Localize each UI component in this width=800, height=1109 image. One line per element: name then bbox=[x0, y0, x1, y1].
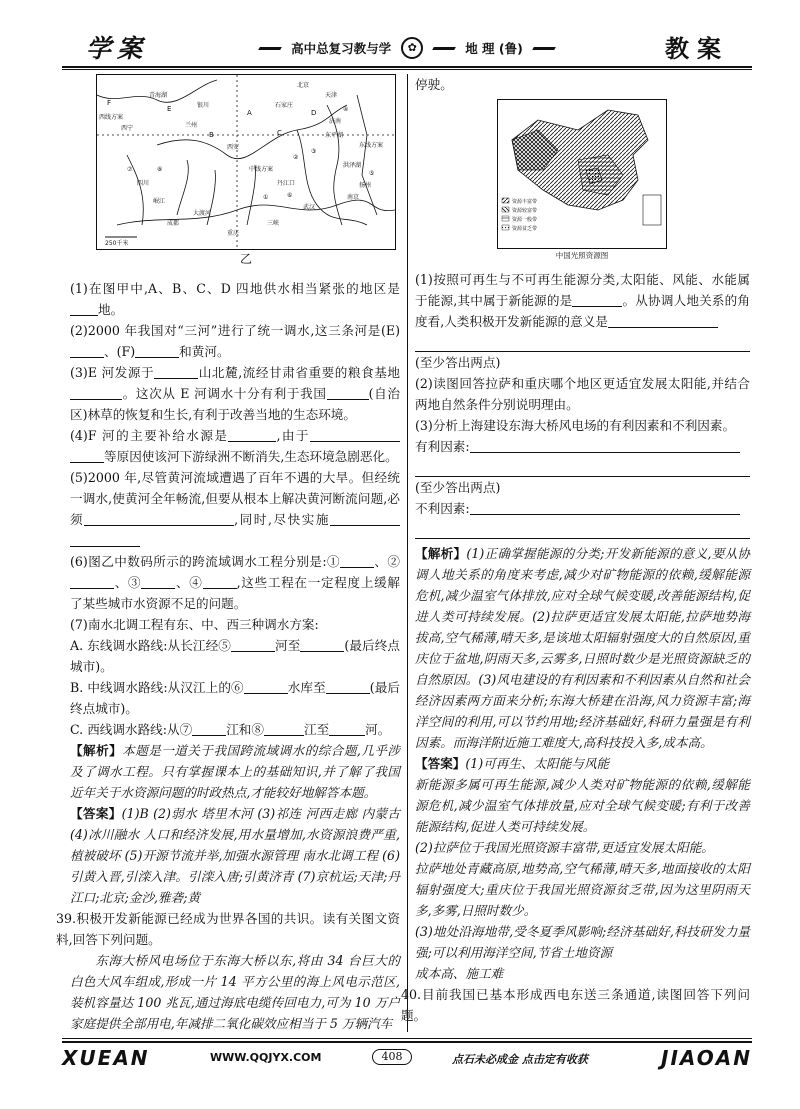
blank bbox=[70, 343, 104, 358]
right-a2: (2)拉萨位于我国光照资源丰富带,更适宜发展太阳能。 bbox=[415, 840, 714, 855]
page-footer bbox=[62, 1038, 752, 1078]
map-letter-e: E bbox=[167, 105, 172, 113]
header-subject: 地 理 (鲁) bbox=[465, 41, 523, 56]
page-number: 408 bbox=[372, 1049, 412, 1065]
map-place-sichuan: 四川 bbox=[137, 180, 150, 187]
header-right-title: 教案 bbox=[665, 35, 729, 63]
left-q1: (1)在图甲中,A、B、C、D 四地供水相当紧张的地区是地。 bbox=[70, 281, 400, 317]
left-q7a: A. 东线调水路线:从长江经⑤ 河至 (最后终点城市)。 bbox=[70, 638, 400, 674]
map-place-minjiang: 岷江 bbox=[153, 198, 166, 205]
question-39-text: 东海大桥风电场位于东海大桥以东,将由 34 台巨大的白色大风车组成,形成一片 14 平方公里的海上风电示范区,装机容量达 100 兆瓦,通过海底电缆传回电力,可为 10 万户家庭提供全部用电,年减排二氧化碳效应相当于 5 万辆汽车 bbox=[70, 953, 400, 1031]
right-a3b: 成本高、施工难 bbox=[415, 966, 504, 981]
blank bbox=[192, 721, 226, 736]
map-place-yinchuan: 银川 bbox=[197, 102, 210, 109]
right-q2: (2)读图回答拉萨和重庆哪个地区更适宜发展太阳能,并结合两地自然条件分别说明理由。 bbox=[415, 376, 750, 412]
map-letter-a: A bbox=[247, 109, 252, 117]
blank bbox=[264, 721, 304, 736]
blank bbox=[327, 385, 369, 400]
blank bbox=[70, 532, 140, 547]
map-place-beijing: 北京 bbox=[297, 82, 310, 89]
map-label-east-route: 东线方案 bbox=[359, 142, 384, 149]
blank bbox=[84, 511, 234, 526]
map-place-tianjin: 天津 bbox=[325, 92, 338, 99]
blank bbox=[608, 313, 718, 328]
left-q5: (5)2000 年,尽管黄河流域遭遇了百年不遇的大旱。但经统一调水,使黄河全年畅流,但要从根本上解决黄河断流问题,必须 ,同时,尽快实施 bbox=[70, 467, 400, 551]
map-place-jinan: 济南 bbox=[329, 118, 342, 125]
map-place-qinghaihu: 青海湖 bbox=[149, 92, 168, 99]
china-legend-fairly-rich: 资源较富带 bbox=[512, 208, 538, 214]
map-num-2: ② bbox=[293, 154, 299, 161]
map-letter-b: B bbox=[209, 131, 214, 139]
map-yi bbox=[96, 74, 396, 250]
blank bbox=[203, 574, 237, 589]
blank bbox=[231, 637, 275, 652]
header-series-title: 高中总复习教与学 bbox=[291, 41, 392, 56]
blank bbox=[70, 301, 98, 316]
left-daan: 【答案】(1)B (2)弱水 塔里木河 (3)祁连 河西走廊 内蒙古 (4)冰川融水 人口和经济发展,用水量增加,水资源浪费严重,植被破坏 (5)开源节流并举,加强水源管理 南水北调工程 (6)引黄入晋,引滦入津。引滦入唐;引黄济青 (7)京杭运;天津;丹江口;北京;金沙,雅砻;黄 bbox=[70, 806, 401, 905]
footer-slogan: 点石未必成金 点击定有收获 bbox=[452, 1053, 588, 1066]
map-label-middle-route: 中线方案 bbox=[249, 166, 274, 173]
blank bbox=[329, 721, 365, 736]
header-left-title: 学案 bbox=[85, 34, 148, 63]
right-a3: (3)地处沿海地带,受冬夏季风影响;经济基础好,科技研发力量强;可以利用海洋空间,节省土地资源 bbox=[415, 924, 750, 960]
map-place-danjiangkou: 丹江口 bbox=[277, 180, 296, 187]
left-column bbox=[56, 74, 401, 1034]
china-legend-normal: 资源一般带 bbox=[512, 217, 538, 223]
right-q1: (1)按照可再生与不可再生能源分类,太阳能、风能、水能属于能源,其中属于新能源的是 。从协调人地关系的角度看,人类积极开发新能源的意义是 bbox=[415, 272, 751, 329]
blank bbox=[326, 679, 370, 694]
blank bbox=[470, 500, 740, 515]
page-header bbox=[62, 28, 752, 70]
question-40: 40.目前我国已基本形成西电东送三条通道,读图回答下列问题。 bbox=[401, 987, 750, 1023]
china-legend-rich: 资源丰富带 bbox=[512, 199, 538, 205]
map-num-7: ⑦ bbox=[127, 166, 133, 173]
map-place-dongpinghu: 东平湖 bbox=[325, 132, 344, 139]
blank bbox=[330, 511, 400, 526]
map-num-6: ⑥ bbox=[287, 192, 293, 199]
china-map-drawing bbox=[498, 100, 666, 248]
footer-right: JIAOAN bbox=[661, 1046, 752, 1070]
left-q7b: B. 中线调水路线:从汉江上的⑥ 水库至 (最后终点城市)。 bbox=[70, 680, 400, 716]
right-column bbox=[401, 74, 751, 1026]
blank bbox=[310, 427, 400, 442]
blank bbox=[135, 343, 179, 358]
left-q2: (2)2000 年我国对“三河”进行了统一调水,这三条河是(E)、(F) 和黄河。 bbox=[70, 323, 400, 359]
right-note2: (至少答出两点) bbox=[415, 480, 501, 495]
map-place-xian: 西安 bbox=[227, 144, 240, 151]
blank bbox=[70, 574, 114, 589]
column-divider bbox=[407, 74, 408, 1032]
blank bbox=[154, 364, 198, 379]
right-daan: 【答案】(1)可再生、太阳能与风能 bbox=[415, 756, 610, 771]
right-a2b: 拉萨地处青藏高原,地势高,空气稀薄,晴天多,地面接收的太阳辐射强度大;重庆位于我国光照资源贫乏带,因为这里阴雨天多,多雾,日照时数少。 bbox=[415, 861, 750, 918]
footer-left: XUEAN bbox=[62, 1046, 150, 1070]
header-center bbox=[180, 38, 634, 58]
answer-line bbox=[415, 334, 750, 352]
china-solar-map bbox=[497, 99, 667, 249]
blank bbox=[228, 427, 276, 442]
map-num-4: ④ bbox=[343, 106, 349, 113]
map-place-wuhan: 武汉 bbox=[303, 204, 316, 211]
right-a1b: 新能源多属可再生能源,减少人类对矿物能源的依赖,缓解能源危机,减少温室气体排放量,应对全球气候变暖;有利于改善能源结构,促进人类可持续发展。 bbox=[415, 777, 750, 834]
question-39: 39.积极开发新能源已经成为世界各国的共识。读有关图文资料,回答下列问题。 bbox=[56, 911, 400, 947]
answer-line bbox=[415, 521, 750, 539]
blank bbox=[70, 448, 104, 463]
footer-url[interactable]: WWW.QQJYX.COM bbox=[210, 1051, 322, 1064]
china-map-caption: 中国光照资源图 bbox=[555, 251, 609, 260]
map-letter-c: C bbox=[277, 129, 282, 137]
blank bbox=[70, 385, 122, 400]
left-jiexi: 【解析】本题是一道关于我国跨流域调水的综合题,几乎涉及了调水工程。只有掌握课本上的基础知识,并了解了我国近年关于水资源问题的时政热点,才能较好地解答本题。 bbox=[70, 743, 401, 800]
right-bad-factors: 不利因素: bbox=[415, 498, 750, 519]
right-q3: (3)分析上海建设东海大桥风电场的有利因素和不利因素。 bbox=[415, 418, 736, 433]
map-label: 乙 bbox=[239, 252, 252, 266]
map-place-lanzhou: 兰州 bbox=[185, 122, 198, 129]
left-q3: (3)E 河发源于 山北麓,流经甘肃省重要的粮食基地。这次从 E 河调水十分有利于我国 (自治区)林草的恢复和生长,有利于改善当地的生态环境。 bbox=[70, 365, 400, 422]
emblem-icon: ✿ bbox=[401, 37, 423, 59]
blank bbox=[300, 637, 344, 652]
map-num-5: ⑤ bbox=[369, 170, 375, 177]
left-q7c: C. 西线调水路线:从⑦ 江和⑧ 江至 河。 bbox=[70, 722, 391, 737]
map-num-1: ① bbox=[263, 194, 269, 201]
left-q7: (7)南水北调工程有东、中、西三种调水方案: bbox=[70, 617, 319, 632]
blank bbox=[470, 438, 740, 453]
blank bbox=[141, 574, 175, 589]
map-letter-f: F bbox=[107, 99, 112, 107]
map-place-chongqing: 重庆 bbox=[227, 230, 240, 237]
right-good-factors: 有利因素: bbox=[415, 436, 750, 457]
map-scale: 250千米 bbox=[105, 240, 129, 247]
map-place-nanjing: 南京 bbox=[347, 194, 360, 201]
map-place-sanxia: 三峡 bbox=[267, 220, 280, 227]
map-place-yangzhou: 扬州 bbox=[359, 182, 372, 189]
map-label-west-route: 西线方案 bbox=[99, 114, 124, 121]
map-place-hongzehu: 洪泽湖 bbox=[343, 162, 362, 169]
map-drawing bbox=[97, 75, 395, 249]
left-q6: (6)图乙中数码所示的跨流域调水工程分别是:① 、②、③ 、④ ,这些工程在一定程度上缓解了某些城市水资源不足的问题。 bbox=[70, 554, 401, 611]
right-top: 停驶。 bbox=[415, 77, 453, 92]
map-place-xining: 西宁 bbox=[121, 125, 134, 132]
map-num-3: ③ bbox=[311, 148, 317, 155]
china-legend-poor: 资源贫乏带 bbox=[512, 226, 538, 232]
blank bbox=[340, 553, 374, 568]
map-num-8: ⑧ bbox=[157, 166, 163, 173]
right-jiexi: 【解析】(1)正确掌握能源的分类;开发新能源的意义,要从协调人地关系的角度来考虑,减少对矿物能源的依赖,缓解能源危机,减少温室气体排放,应对全球气候变暖,改善能源结构,促进人类可持续发展。(2)拉萨更适宜发展太阳能,拉萨地势海拔高,空气稀薄,晴天多,是该地太阳辐射强度大的自然原因,重庆位于盆地,阴雨天多,云雾多,日照时数少是光照资源缺乏的自然原因。(3)风电建设的有利因素和不利因素从自然和社会经济因素两方面来分析;东海大桥建在沿海,风力资源丰富;海洋空间的利用,可以节约用地;经济基础好,科研力量强是有利因素。而海洋附近施工难度大,高科技投入多,成本高。 bbox=[415, 546, 750, 750]
answer-line bbox=[415, 459, 750, 477]
map-letter-d: D bbox=[311, 109, 317, 117]
map-place-chengdu: 成都 bbox=[167, 220, 180, 227]
left-q4: (4)F 河的主要补给水源是 ,由于等原因使该河下游绿洲不断消失,生态环境急剧恶化。 bbox=[70, 425, 400, 467]
right-note1: (至少答出两点) bbox=[415, 355, 501, 370]
map-place-shijiazhuang: 石家庄 bbox=[275, 102, 294, 109]
blank bbox=[244, 679, 288, 694]
blank bbox=[572, 292, 622, 307]
map-place-daduhe: 大渡河 bbox=[193, 210, 212, 217]
